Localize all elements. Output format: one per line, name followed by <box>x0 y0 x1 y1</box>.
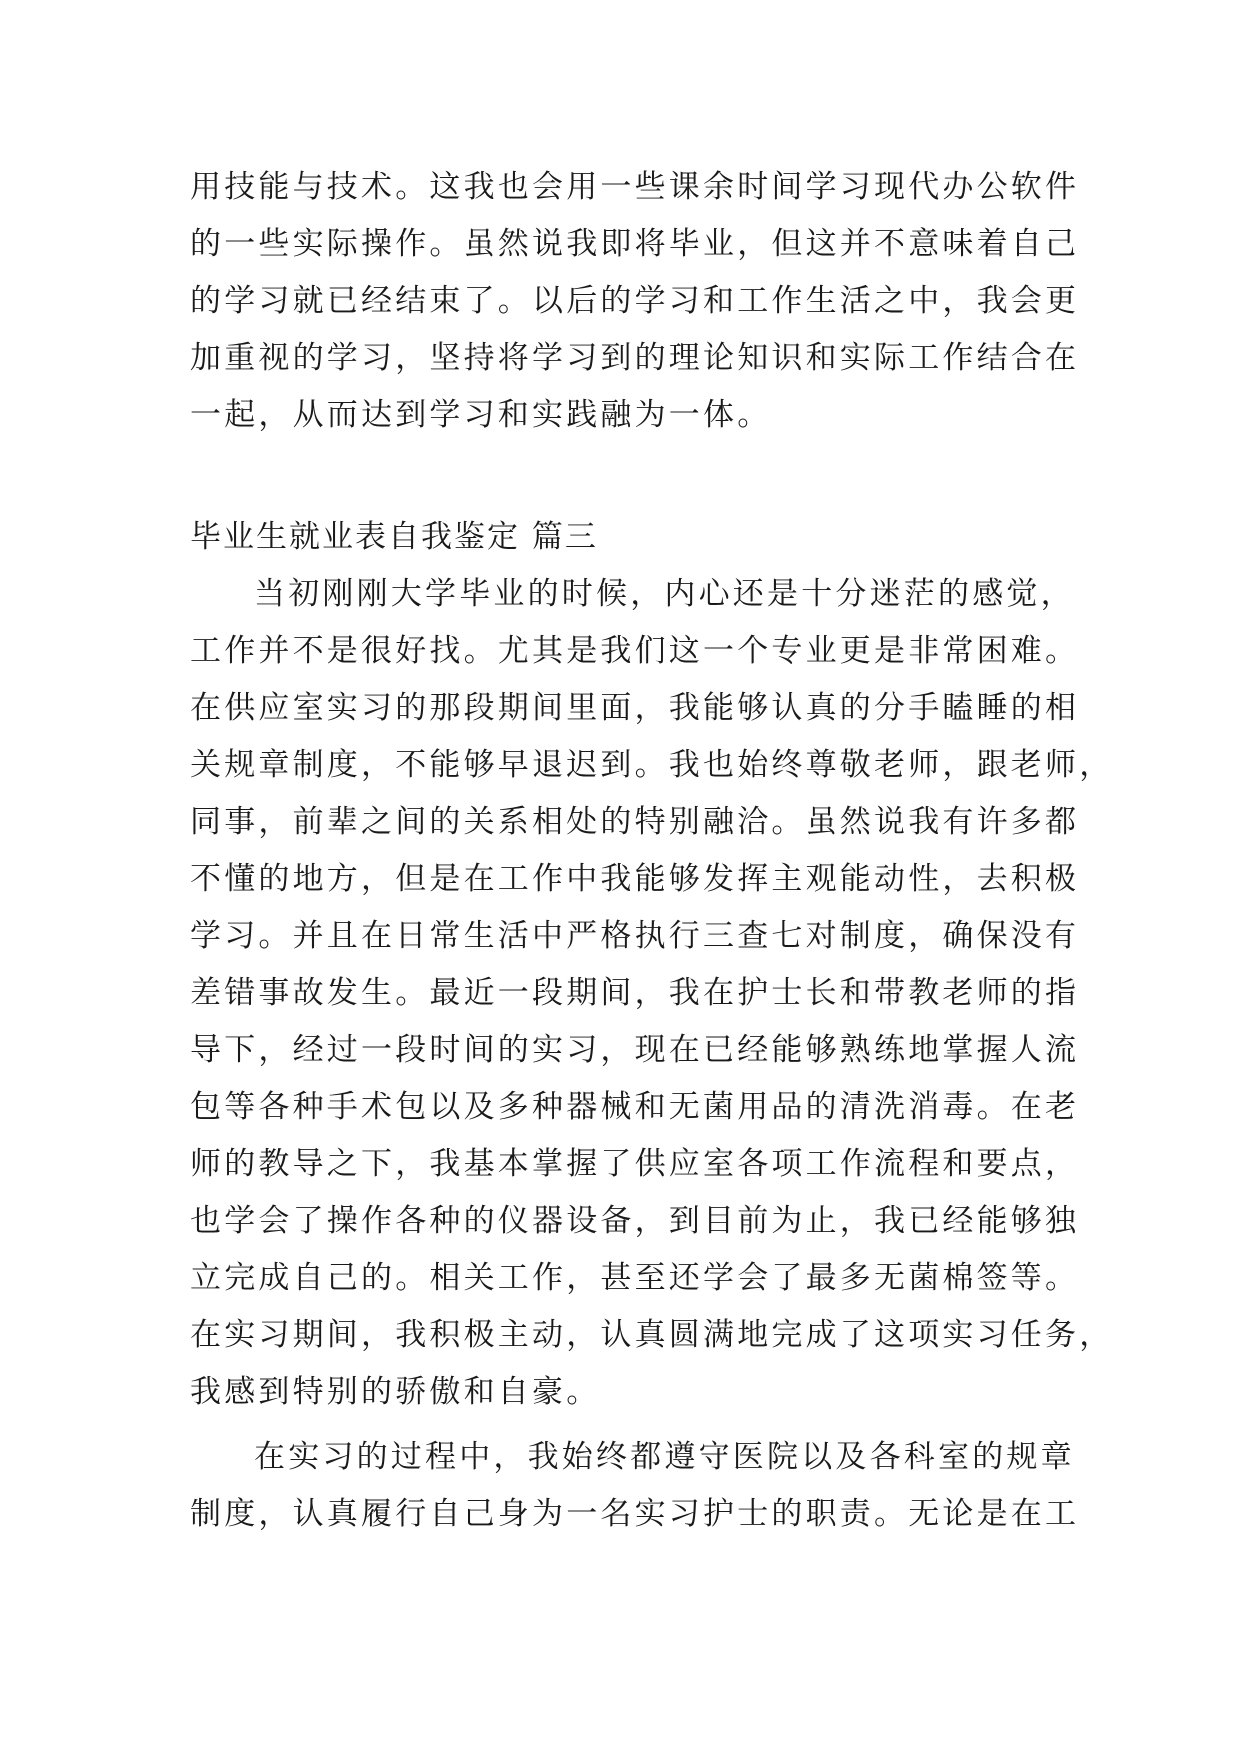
paragraph-1-line-5: 一起，从而达到学习和实践融为一体。 <box>190 397 772 433</box>
paragraph-2-line-9: 导下，经过一段时间的实习，现在已经能够熟练地掌握人流 <box>190 1032 1080 1068</box>
paragraph-2-line-14: 在实习期间，我积极主动，认真圆满地完成了这项实习任务， <box>190 1317 1114 1353</box>
paragraph-2-line-6: 不懂的地方，但是在工作中我能够发挥主观能动性，去积极 <box>190 861 1080 897</box>
paragraph-2-line-8: 差错事故发生。最近一段期间，我在护士长和带教老师的指 <box>190 975 1080 1011</box>
paragraph-2-line-10: 包等各种手术包以及多种器械和无菌用品的清洗消毒。在老 <box>190 1089 1080 1125</box>
paragraph-2-line-11: 师的教导之下，我基本掌握了供应室各项工作流程和要点， <box>190 1146 1080 1182</box>
paragraph-2-line-7: 学习。并且在日常生活中严格执行三查七对制度，确保没有 <box>190 918 1080 954</box>
paragraph-1-line-2: 的一些实际操作。虽然说我即将毕业，但这并不意味着自己 <box>190 226 1080 262</box>
paragraph-2-line-3: 在供应室实习的那段期间里面，我能够认真的分手瞌睡的相 <box>190 690 1080 726</box>
paragraph-2-line-5: 同事，前辈之间的关系相处的特别融洽。虽然说我有许多都 <box>190 804 1080 840</box>
paragraph-3-line-1: 在实习的过程中，我始终都遵守医院以及各科室的规章 <box>254 1439 1075 1475</box>
paragraph-1-line-4: 加重视的学习，坚持将学习到的理论知识和实际工作结合在 <box>190 340 1080 376</box>
section-heading: 毕业生就业表自我鉴定 篇三 <box>190 519 598 555</box>
paragraph-2-line-2: 工作并不是很好找。尤其是我们这一个专业更是非常困难。 <box>190 633 1080 669</box>
paragraph-2-line-4: 关规章制度，不能够早退迟到。我也始终尊敬老师，跟老师， <box>190 747 1114 783</box>
paragraph-1-line-3: 的学习就已经结束了。以后的学习和工作生活之中，我会更 <box>190 283 1080 319</box>
paragraph-2-line-13: 立完成自己的。相关工作，甚至还学会了最多无菌棉签等。 <box>190 1260 1080 1296</box>
paragraph-3-line-2: 制度，认真履行自己身为一名实习护士的职责。无论是在工 <box>190 1496 1080 1532</box>
paragraph-2-line-15: 我感到特别的骄傲和自豪。 <box>190 1374 601 1410</box>
paragraph-1-line-1: 用技能与技术。这我也会用一些课余时间学习现代办公软件 <box>190 169 1080 205</box>
paragraph-2-line-12: 也学会了操作各种的仪器设备，到目前为止，我已经能够独 <box>190 1203 1080 1239</box>
paragraph-2-line-1: 当初刚刚大学毕业的时候，内心还是十分迷茫的感觉， <box>254 576 1075 612</box>
